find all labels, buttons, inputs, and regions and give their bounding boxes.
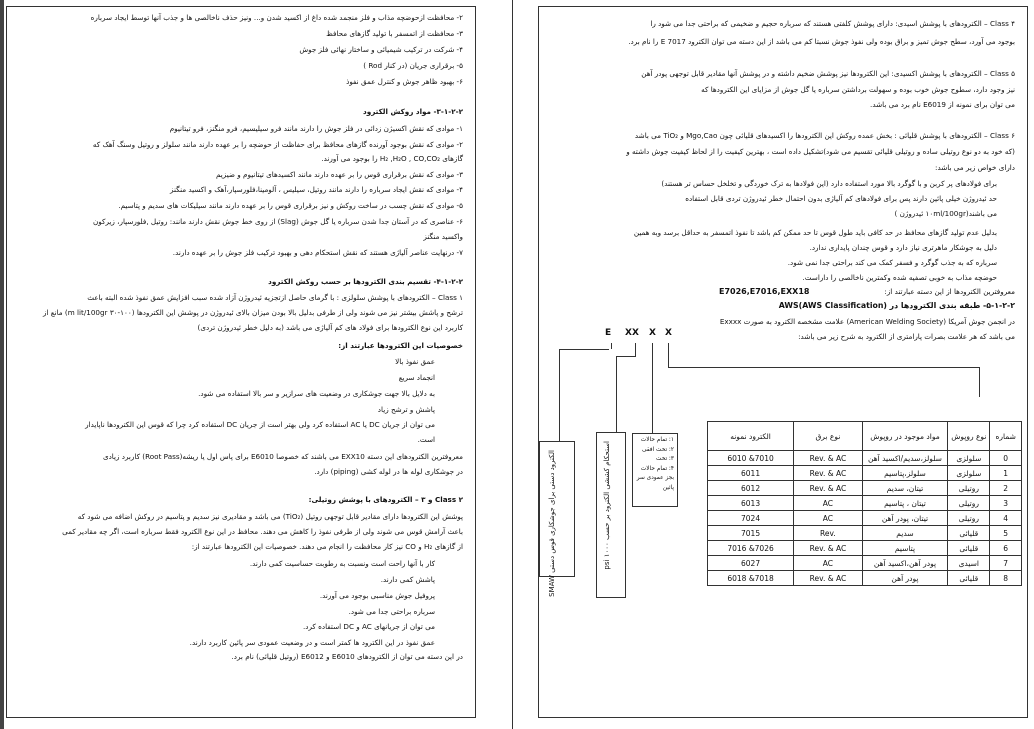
class2-heading: Class ۲ و ۳ – الکترودهای با پوشش روتیلی:	[308, 495, 463, 504]
class2-feature: می توان از جریانهای AC و DC استفاده کرد.	[302, 622, 435, 631]
intro-line: ۳- محافظت از اتمسفر با تولید گازهای محافظ	[326, 29, 463, 38]
table-cell: سلولزی	[948, 451, 990, 466]
table-cell: قلیائی	[948, 571, 990, 586]
material-line: ۳- موادی که نقش برقراری قوس را بر عهده دارند مانند اکسیدهای تیتانیوم و ضیزیم	[215, 170, 463, 179]
table-cell: AC	[794, 496, 863, 511]
table-cell: AC	[794, 511, 863, 526]
connector-line	[652, 343, 653, 363]
feature-item: پاشش و ترشح زیاد	[377, 405, 435, 414]
page-gutter	[480, 0, 535, 729]
table-cell: 0	[990, 451, 1022, 466]
table-cell: Rev. & AC	[794, 571, 863, 586]
table-row	[708, 511, 1022, 526]
table-cell: قلیائی	[948, 541, 990, 556]
code-letter-x2: X	[665, 328, 672, 338]
famous-list: E7026,E7016,EXX18	[719, 287, 810, 296]
code-letter-e: E	[605, 328, 612, 338]
aws-line: در انجمن جوش آمریکا (American Welding Society) علامت مشخصه الکترود به صورت Exxxx	[719, 317, 1015, 326]
section-heading: ۳-۱-۲-۲- مواد روکش الکترود	[363, 107, 463, 116]
table-row	[708, 496, 1022, 511]
connector-line	[668, 367, 979, 368]
class2-feature: سرباره براحتی جدا می شود.	[348, 607, 435, 616]
class4-line: Class ۴ – الکترودهای با پوشش اسیدی: دارای پوشش کلفتی هستند که سرباره حجیم و ضخیمی که براحتی جدا می شود را	[650, 19, 1015, 28]
connector-line	[559, 349, 560, 441]
col-header: مواد موجود در روپوش	[862, 422, 947, 451]
smaw-text: الکترود دستی برای جوشکاری قوس دستی SMAW	[548, 450, 556, 597]
feature-item: انجماد سریع	[398, 373, 435, 382]
gutter-divider	[512, 0, 513, 729]
table-cell: پتاسیم	[862, 541, 947, 556]
material-line: واکسید منگنز	[423, 232, 463, 241]
table-cell: روتیلی	[948, 511, 990, 526]
table-row	[708, 541, 1022, 556]
exx10-line: در جوشکاری لوله ها در لوله کشی (piping) دارد.	[314, 467, 463, 476]
table-cell: 8	[990, 571, 1022, 586]
connector-line	[635, 343, 636, 356]
table-row	[708, 556, 1022, 571]
position-box	[632, 433, 678, 507]
smaw-box	[539, 441, 575, 597]
class6-feature: حوضچه مذاب به خوبی تصفیه شده وکمترین ناخالصی را داراست.	[802, 273, 997, 282]
class6-line: (که خود به دو نوع روتیلی ساده و روتیلی قلیائی تقسیم می شود)تشکیل داده است ، بهترین کیفیت را از لحاظ کیفیت جوش داشته و	[626, 147, 1015, 156]
col-header: نوع روپوش	[948, 422, 990, 451]
table-row	[708, 526, 1022, 541]
table-cell: 3	[990, 496, 1022, 511]
material-line: ۴- موادی که نقش ایجاد سرباره را دارند مانند روتیل، سیلیس ، آلومینا،فلورسپار،آهک و اکسید منگنز	[170, 185, 463, 194]
aws-line: می باشد که هر علامت بصرات پارامتری از الکترود به شرح زیر می باشد:	[798, 332, 1015, 341]
left-page	[6, 6, 476, 718]
class6-line: دارای خواص زیر می باشد:	[935, 163, 1015, 172]
position-line: ۳: تخت	[656, 456, 674, 462]
table-cell: 2	[990, 481, 1022, 496]
intro-line: ۵- برقراری جریان (در کنار Rod )	[363, 61, 463, 70]
material-line: ۶- عناصری که در آستان جدا شدن سرباره یا گل جوش (Slag) از روی خط جوش نقش دارند مانند: روتیل ,فلورسپار، زیرکون	[93, 217, 463, 226]
material-line: گازهای H₂ ,H₂O , CO,CO₂ را بوجود می آورند.	[321, 154, 463, 163]
feature-item: می توان از جریان DC یا AC استفاده کرد ولی بهتر است از جریان DC استفاده کرد چرا که قوس این الکترودها ناپایدار	[85, 420, 435, 429]
table-cell: 6	[990, 541, 1022, 556]
class6-feature: دلیل به جوشکار ماهرتری نیاز دارد و قوس چندان پایداری ندارد.	[809, 243, 997, 252]
section-heading: ۴-۱-۲-۲- تقسیم بندی الکترودها بر حسب روکش الکترود	[268, 277, 463, 286]
class2-line: پوشش این الکترودها دارای مقادیر قابل توجهی روتیل (TiO₂) می باشد و مقادیری نیز سدیم و پتاسیم در روکش اضافه می شود که	[77, 512, 463, 521]
table-cell: 7015	[708, 526, 794, 541]
table-cell: 1	[990, 466, 1022, 481]
connector-line	[616, 356, 617, 432]
class6-feature: بدلیل عدم تولید گازهای محافظ در حد کافی باید طول قوس تا حد ممکن کم باشد تا نفوذ اتمسفر به حداقل برسد وبه همین	[633, 228, 997, 237]
class6-feature: سرباره که به جذب گوگرد و فسفر کمک می کند براحتی جدا نمی شود.	[787, 258, 997, 267]
class5-line: Class ۵ – الکترودهای با پوشش اکسیدی: این الکترودها نیز پوشش ضخیم داشته و در پوشش آنها مقادیر قابل توجهی پودر آهن	[641, 69, 1015, 78]
class2-end: در این دسته می توان از الکترودهای E6010 و E6012 (روتیل قلیائی) نام برد.	[231, 652, 463, 661]
famous-line: معروفترین الکترودها از این دسته عبارتند از:	[884, 287, 1015, 296]
tensile-text: استحکام کششی الکترود بر حسب ۱۰۰۰ psi	[603, 441, 611, 570]
table-cell: سدیم	[862, 526, 947, 541]
table-row	[708, 451, 1022, 466]
class6-line: Class ۶ – الکترودهای با پوشش قلیائی : بخش عمده روکش این الکترودها را اکسیدهای قلیائی چون Mgo,Cao و TiO₂ می باشد	[634, 131, 1015, 140]
table-cell: تیتان ، پتاسیم	[862, 496, 947, 511]
connector-line	[611, 343, 612, 349]
table-cell: سلولزی	[948, 466, 990, 481]
table-cell: Rev. & AC	[794, 451, 863, 466]
class5-line: می توان برای نمونه از E6019 نام برد می باشد.	[870, 100, 1015, 109]
table-cell: Rev. & AC	[794, 466, 863, 481]
connector-line	[559, 349, 609, 350]
connector-line	[979, 367, 980, 397]
table-cell: 5	[990, 526, 1022, 541]
position-line: بجز عمودی سر	[636, 475, 674, 481]
material-line: ۷- درنهایت عناصر آلیاژی هستند که نقش استحکام دهی و بهبود ترکیب فلز جوش را بر عهده دارند.	[172, 248, 463, 257]
col-header: شماره	[990, 422, 1022, 451]
table-cell: روتیلی	[948, 496, 990, 511]
class1-line: Class ۱ – الکترودهای با پوشش سلولزی : با گرمای حاصل ازتجزیه ئیدروژن آزاد شده سبب افزایش عمق نفوذ شده البته باعث	[87, 293, 463, 302]
table-cell: 7	[990, 556, 1022, 571]
table-cell: 7016 &7026	[708, 541, 794, 556]
class2-feature: کار با آنها راحت است ونسبت به رطوبت حساسیت کمی دارند.	[249, 559, 435, 568]
left-edge-shadow	[0, 0, 4, 729]
table-cell: روتیلی	[948, 481, 990, 496]
material-line: ۵- موادی که نقش چسب در ساخت روکش و نیز برقراری قوس را بر عهده دارند مانند سیلیکات های سدیم و پتاسیم.	[118, 201, 463, 210]
table-cell: تیتان، پودر آهن	[862, 511, 947, 526]
feature-item: عمق نفوذ بالا	[395, 357, 435, 366]
table-cell: 6027	[708, 556, 794, 571]
table-cell: Rev. & AC	[794, 481, 863, 496]
table-cell: اسیدی	[948, 556, 990, 571]
intro-line: ۴- شرکت در ترکیب شیمیائی و ساختار نهائی فلز جوش	[299, 45, 463, 54]
table-cell: 4	[990, 511, 1022, 526]
class6-feature: حد ئیدروژن خیلی پائین دارند پس برای فولادهای کم آلیاژی بدون احتمال خطر ئیدروژن تردی قابل استفاده	[685, 194, 997, 203]
table-cell: قلیائی	[948, 526, 990, 541]
class1-line: ترشح و پاشش بیشتر نیز می شوند ولی از طرفی بدلیل بالا بودن میزان بالای ئیدروژن در پوشش این الکترودها (۱۰۰-۳۰ m lit/100gr) مانع از	[43, 308, 463, 317]
table-cell: 6011	[708, 466, 794, 481]
class4-line: بوجود می آورد، سطح جوش تمیز و براق بوده ولی نفوذ جوش نسبتا کم می باشد از این دسته می توان الکترود E 7017 را نام برد.	[628, 37, 1015, 46]
feature-item: به دلایل بالا جهت جوشکاری در وضعیت های سرازیر و سر بالا استفاده می شود.	[198, 389, 435, 398]
table-cell: سلولز،پتاسیم	[862, 466, 947, 481]
class6-feature: برای فولادهای پر کربن و با گوگرد بالا مورد استفاده دارد (این فولادها به ترک خوردگی و تخلخل حساس تر هستند)	[661, 179, 997, 188]
feature-item: است.	[417, 435, 435, 444]
exx10-line: معروفترین الکترودهای این دسته EXX10 می باشند که خصوصا E6010 برای پاس اول یا ریشه(Root Pass) کاربرد زیادی	[102, 452, 463, 461]
electrode-table	[707, 421, 1022, 586]
connector-line	[668, 343, 669, 367]
table-cell: 7024	[708, 511, 794, 526]
table-row	[708, 466, 1022, 481]
material-line: ۱- موادی که نقش اکسیژن زدائی در فلز جوش را دارند مانند فرو سیلیسیم، فرو منگنز، فرو تیتانیوم	[169, 124, 463, 133]
table-cell: تیتان، سدیم	[862, 481, 947, 496]
table-row	[708, 481, 1022, 496]
tensile-box	[596, 432, 626, 598]
table-cell: سلولز،سدیم/اکسید آهن	[862, 451, 947, 466]
col-header: نوع برق	[794, 422, 863, 451]
class2-line: از گازهای H₂ و CO نیز کار محافظت را انجام می دهند. خصوصیات این الکترودها عبارتند از:	[191, 542, 463, 551]
col-header: الکترود نمونه	[708, 422, 794, 451]
table-cell: AC	[794, 556, 863, 571]
intro-line: ۲- محافظت ازحوضچه مذاب و فلز منجمد شده داغ از اکسید شدن و... ونیز حذف ناخالصی ها و جذب آنها توسط ایجاد سرباره	[90, 13, 463, 22]
aws-heading: ۵-۱-۲-۲- طبقه بندی الکترودها در (AWS(AWS Classification	[778, 301, 1015, 310]
table-cell: پودر آهن	[862, 571, 947, 586]
table-cell: 6013	[708, 496, 794, 511]
code-letter-x1: X	[649, 328, 656, 338]
material-line: ۲- موادی که نقش بوجود آورنده گازهای محافظ برای حفاظت از حوضچه را بر عهده دارند مانند سلولز و روتیل وسنگ آهک که	[92, 140, 463, 149]
table-cell: پودر آهن،اکسید آهن	[862, 556, 947, 571]
features-heading: خصوصیات این الکترودها عبارتند از:	[338, 341, 463, 350]
table-cell: 6010 &7010	[708, 451, 794, 466]
class2-feature: عمق نفوذ در این الکترود ها کمتر است و در وضعیت عمودی سر پائین کاربرد دارند.	[189, 638, 435, 647]
table-cell: 6012	[708, 481, 794, 496]
table-cell: 6018 &7018	[708, 571, 794, 586]
class1-line: کاربرد این نوع الکترودها برای فولاد های کم آلیاژی می باشد (به دلیل خطر ئیدروژن تردی)	[197, 323, 463, 332]
connector-line	[652, 363, 653, 433]
class5-line: نیز وجود دارد، سطوح جوش خوب بوده و سهولت برداشتن سرباره یا گل جوش از مزایای این الکترودها که	[701, 85, 1015, 94]
connector-line	[616, 356, 636, 357]
table-header-row	[708, 422, 1022, 451]
table-row	[708, 571, 1022, 586]
position-line: ۲: تخت افقی	[642, 446, 674, 453]
code-letter-xx: XX	[625, 328, 639, 338]
position-line: ۴: تمام حالات	[640, 465, 674, 472]
class6-feature: می باشند(۱۰ml/100gr ئیدروژن )	[894, 209, 997, 218]
position-line: ۱: تمام حالات	[640, 437, 674, 443]
class2-feature: پروفیل جوش مناسبی بوجود می آورند.	[319, 591, 435, 600]
class2-feature: پاشش کمی دارند.	[380, 575, 435, 584]
position-line: پائین	[662, 484, 674, 491]
intro-line: ۶- بهبود ظاهر جوش و کنترل عمق نفوذ	[346, 77, 463, 86]
table-cell: Rev.	[794, 526, 863, 541]
right-page	[538, 6, 1028, 718]
table-cell: Rev. & AC	[794, 541, 863, 556]
class2-line: باعث آرامش قوس می شوند ولی از طرفی نفوذ را کاهش می دهند. محافظ در این نوع الکترود فقط سرباره است، اگر چه مقادیر کمی	[62, 527, 463, 536]
